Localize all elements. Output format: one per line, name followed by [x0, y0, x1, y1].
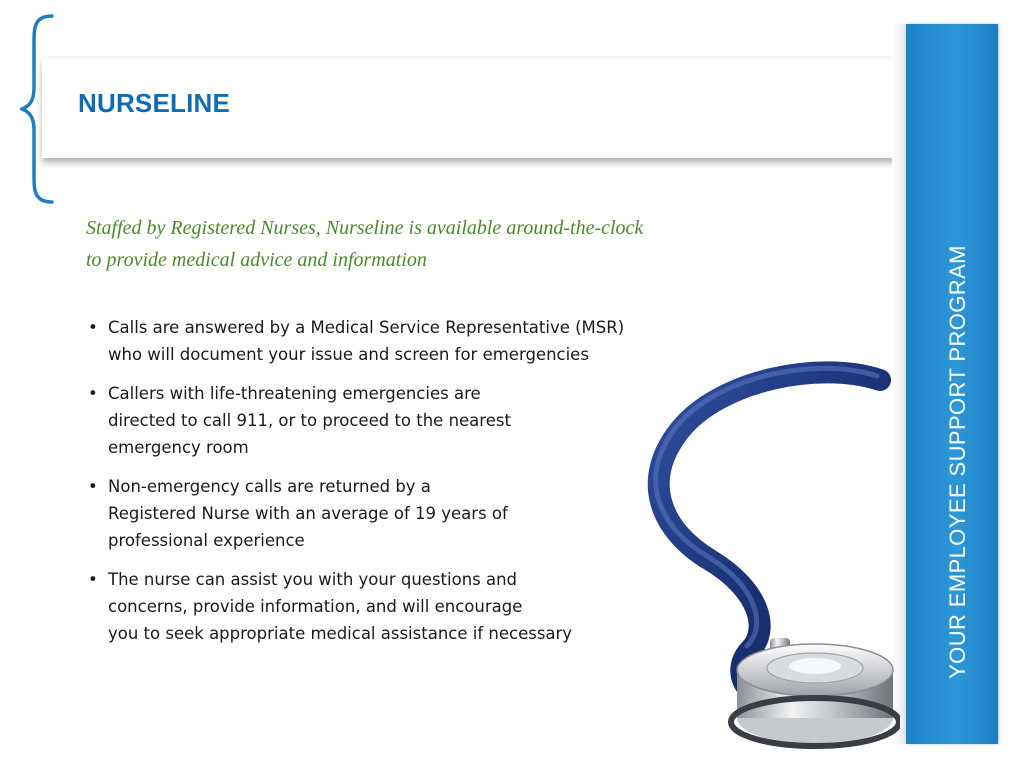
- intro-line-1: Staffed by Registered Nurses, Nurseline is available around-the-clock: [86, 217, 644, 239]
- list-item: [88, 380, 588, 461]
- bullet-line: The nurse can assist you with your questions and: [108, 570, 518, 589]
- bullet-line: you to seek appropriate medical assistance if necessary: [108, 624, 573, 643]
- bullet-line: Non-emergency calls are returned by a: [108, 477, 431, 496]
- side-band-label: YOUR EMPLOYEE SUPPORT PROGRAM: [945, 245, 970, 679]
- bullet-symbol: •: [88, 318, 98, 337]
- page-title: NURSELINE: [78, 88, 231, 118]
- list-item: [88, 566, 588, 647]
- bullet-symbol: •: [88, 477, 98, 496]
- bullet-line: who will document your issue and screen for emergencies: [108, 345, 589, 364]
- bullet-line: emergency room: [108, 438, 249, 457]
- intro-line-2: to provide medical advice and information: [86, 249, 427, 271]
- intro-subtitle: [86, 212, 826, 276]
- list-item: [88, 314, 708, 368]
- bullet-line: Callers with life-threatening emergencies are: [108, 384, 481, 403]
- bullet-list: [88, 314, 708, 659]
- bullet-symbol: •: [88, 384, 98, 403]
- bullet-line: professional experience: [108, 531, 305, 550]
- bullet-line: Registered Nurse with an average of 19 years of: [108, 504, 508, 523]
- bullet-line: Calls are answered by a Medical Service Representative (MSR): [108, 318, 625, 337]
- list-item: [88, 473, 588, 554]
- bullet-symbol: •: [88, 570, 98, 589]
- bullet-line: concerns, provide information, and will encourage: [108, 597, 523, 616]
- bullet-line: directed to call 911, or to proceed to the nearest: [108, 411, 511, 430]
